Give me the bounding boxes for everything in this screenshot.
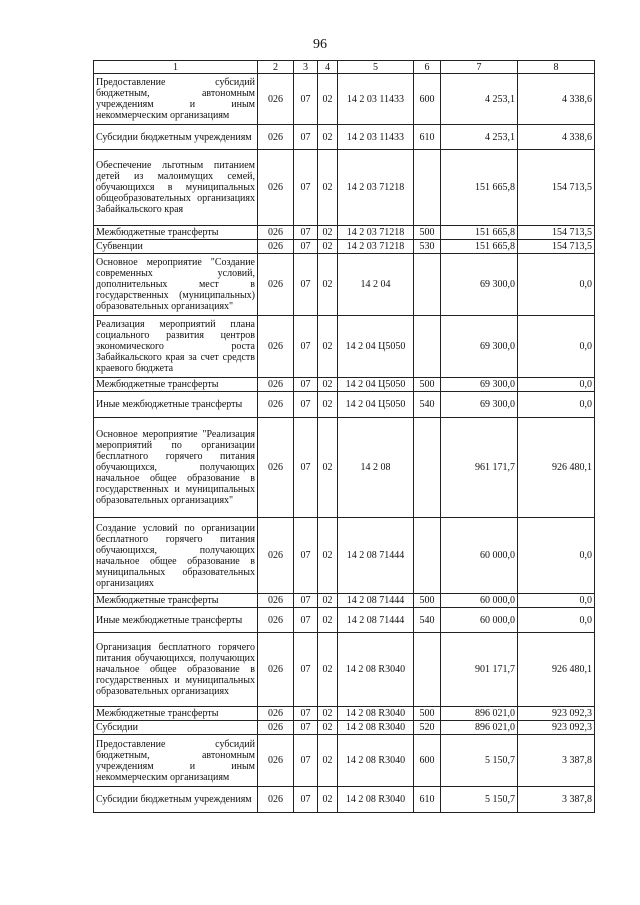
section-code: 07 <box>294 226 318 240</box>
target-article-code: 14 2 03 71218 <box>338 240 414 254</box>
section-code: 07 <box>294 594 318 608</box>
subsection-code: 02 <box>318 392 338 418</box>
expense-type-code <box>414 316 441 378</box>
expense-type-code: 610 <box>414 787 441 813</box>
expense-type-code: 540 <box>414 608 441 633</box>
section-code: 07 <box>294 240 318 254</box>
section-code: 07 <box>294 125 318 150</box>
row-name: Реализация мероприятий плана социального развития центров экономического роста Забайкальского края за счет средств краевого бюджета <box>94 316 258 378</box>
table-row <box>94 378 595 392</box>
target-article-code: 14 2 08 71444 <box>338 594 414 608</box>
expense-type-code <box>414 633 441 707</box>
subsection-code: 02 <box>318 787 338 813</box>
section-code: 07 <box>294 721 318 735</box>
subsection-code: 02 <box>318 594 338 608</box>
expense-type-code: 540 <box>414 392 441 418</box>
expense-type-code <box>414 150 441 226</box>
target-article-code: 14 2 04 Ц5050 <box>338 378 414 392</box>
amount-year-1: 896 021,0 <box>441 721 518 735</box>
target-article-code: 14 2 08 R3040 <box>338 707 414 721</box>
budget-table <box>93 60 595 813</box>
subsection-code: 02 <box>318 418 338 518</box>
expense-type-code: 600 <box>414 735 441 787</box>
target-article-code: 14 2 08 R3040 <box>338 721 414 735</box>
section-code: 07 <box>294 787 318 813</box>
expense-type-code: 500 <box>414 707 441 721</box>
ministry-code: 026 <box>258 633 294 707</box>
section-code: 07 <box>294 150 318 226</box>
target-article-code: 14 2 08 R3040 <box>338 787 414 813</box>
table-row <box>94 392 595 418</box>
amount-year-1: 69 300,0 <box>441 378 518 392</box>
column-number: 4 <box>318 61 338 74</box>
row-name: Обеспечение льготным питанием детей из малоимущих семей, обучающихся в муниципальных общеобразовательных организациях Забайкальского края <box>94 150 258 226</box>
amount-year-1: 60 000,0 <box>441 594 518 608</box>
amount-year-1: 69 300,0 <box>441 254 518 316</box>
target-article-code: 14 2 08 R3040 <box>338 633 414 707</box>
table-row <box>94 787 595 813</box>
row-name: Межбюджетные трансферты <box>94 378 258 392</box>
amount-year-2: 0,0 <box>518 594 595 608</box>
table-row <box>94 316 595 378</box>
target-article-code: 14 2 04 <box>338 254 414 316</box>
column-number: 3 <box>294 61 318 74</box>
expense-type-code: 520 <box>414 721 441 735</box>
ministry-code: 026 <box>258 316 294 378</box>
ministry-code: 026 <box>258 74 294 125</box>
amount-year-1: 961 171,7 <box>441 418 518 518</box>
section-code: 07 <box>294 74 318 125</box>
row-name: Субвенции <box>94 240 258 254</box>
amount-year-1: 69 300,0 <box>441 316 518 378</box>
table-row <box>94 707 595 721</box>
row-name: Межбюджетные трансферты <box>94 707 258 721</box>
amount-year-2: 3 387,8 <box>518 735 595 787</box>
expense-type-code: 500 <box>414 378 441 392</box>
ministry-code: 026 <box>258 721 294 735</box>
section-code: 07 <box>294 254 318 316</box>
subsection-code: 02 <box>318 633 338 707</box>
subsection-code: 02 <box>318 608 338 633</box>
table-row <box>94 518 595 594</box>
expense-type-code: 610 <box>414 125 441 150</box>
amount-year-2: 4 338,6 <box>518 125 595 150</box>
subsection-code: 02 <box>318 518 338 594</box>
column-number-row <box>94 61 595 74</box>
amount-year-2: 0,0 <box>518 316 595 378</box>
amount-year-2: 0,0 <box>518 378 595 392</box>
expense-type-code: 500 <box>414 226 441 240</box>
ministry-code: 026 <box>258 254 294 316</box>
ministry-code: 026 <box>258 707 294 721</box>
subsection-code: 02 <box>318 707 338 721</box>
target-article-code: 14 2 04 Ц5050 <box>338 316 414 378</box>
target-article-code: 14 2 08 <box>338 418 414 518</box>
row-name: Предоставление субсидий бюджетным, автономным учреждениям и иным некоммерческим организациям <box>94 74 258 125</box>
amount-year-2: 154 713,5 <box>518 150 595 226</box>
ministry-code: 026 <box>258 594 294 608</box>
amount-year-2: 0,0 <box>518 608 595 633</box>
subsection-code: 02 <box>318 735 338 787</box>
section-code: 07 <box>294 608 318 633</box>
amount-year-2: 0,0 <box>518 254 595 316</box>
section-code: 07 <box>294 633 318 707</box>
amount-year-2: 4 338,6 <box>518 74 595 125</box>
amount-year-1: 60 000,0 <box>441 518 518 594</box>
amount-year-1: 60 000,0 <box>441 608 518 633</box>
subsection-code: 02 <box>318 226 338 240</box>
expense-type-code <box>414 418 441 518</box>
amount-year-2: 923 092,3 <box>518 721 595 735</box>
ministry-code: 026 <box>258 787 294 813</box>
row-name: Организация бесплатного горячего питания обучающихся, получающих начальное общее образование в государственных и муниципальных образовательных организациях <box>94 633 258 707</box>
amount-year-1: 151 665,8 <box>441 226 518 240</box>
amount-year-2: 923 092,3 <box>518 707 595 721</box>
table-row <box>94 721 595 735</box>
section-code: 07 <box>294 418 318 518</box>
table-row <box>94 125 595 150</box>
column-number: 2 <box>258 61 294 74</box>
ministry-code: 026 <box>258 226 294 240</box>
ministry-code: 026 <box>258 418 294 518</box>
row-name: Иные межбюджетные трансферты <box>94 608 258 633</box>
row-name: Предоставление субсидий бюджетным, автономным учреждениям и иным некоммерческим организациям <box>94 735 258 787</box>
expense-type-code: 600 <box>414 74 441 125</box>
section-code: 07 <box>294 378 318 392</box>
ministry-code: 026 <box>258 518 294 594</box>
amount-year-1: 5 150,7 <box>441 735 518 787</box>
ministry-code: 026 <box>258 150 294 226</box>
row-name: Иные межбюджетные трансферты <box>94 392 258 418</box>
ministry-code: 026 <box>258 240 294 254</box>
subsection-code: 02 <box>318 125 338 150</box>
expense-type-code <box>414 254 441 316</box>
subsection-code: 02 <box>318 74 338 125</box>
row-name: Основное мероприятие "Создание современных условий, дополнительных мест в государственных (муниципальных) образовательных организациях" <box>94 254 258 316</box>
subsection-code: 02 <box>318 254 338 316</box>
section-code: 07 <box>294 316 318 378</box>
amount-year-1: 4 253,1 <box>441 125 518 150</box>
column-number: 6 <box>414 61 441 74</box>
row-name: Основное мероприятие "Реализация мероприятий по организации бесплатного горячего питания обучающихся, получающих начальное общее образование в государственных и муниципальных образовательных организациях" <box>94 418 258 518</box>
column-number: 5 <box>338 61 414 74</box>
target-article-code: 14 2 08 R3040 <box>338 735 414 787</box>
amount-year-2: 154 713,5 <box>518 226 595 240</box>
ministry-code: 026 <box>258 378 294 392</box>
subsection-code: 02 <box>318 378 338 392</box>
row-name: Межбюджетные трансферты <box>94 594 258 608</box>
amount-year-1: 151 665,8 <box>441 150 518 226</box>
ministry-code: 026 <box>258 125 294 150</box>
subsection-code: 02 <box>318 150 338 226</box>
section-code: 07 <box>294 392 318 418</box>
page-number: 96 <box>313 37 327 52</box>
expense-type-code <box>414 518 441 594</box>
table-row <box>94 735 595 787</box>
expense-type-code: 530 <box>414 240 441 254</box>
target-article-code: 14 2 03 71218 <box>338 226 414 240</box>
target-article-code: 14 2 03 11433 <box>338 74 414 125</box>
amount-year-2: 154 713,5 <box>518 240 595 254</box>
column-number: 8 <box>518 61 595 74</box>
row-name: Создание условий по организации бесплатного горячего питания обучающихся, получающих начальное общее образование в муниципальных образовательных организациях <box>94 518 258 594</box>
amount-year-1: 151 665,8 <box>441 240 518 254</box>
amount-year-2: 926 480,1 <box>518 633 595 707</box>
table-row <box>94 150 595 226</box>
ministry-code: 026 <box>258 392 294 418</box>
section-code: 07 <box>294 735 318 787</box>
column-number: 7 <box>441 61 518 74</box>
subsection-code: 02 <box>318 721 338 735</box>
subsection-code: 02 <box>318 316 338 378</box>
amount-year-1: 4 253,1 <box>441 74 518 125</box>
ministry-code: 026 <box>258 735 294 787</box>
section-code: 07 <box>294 518 318 594</box>
table-row <box>94 226 595 240</box>
table-row <box>94 608 595 633</box>
amount-year-2: 0,0 <box>518 518 595 594</box>
amount-year-1: 901 171,7 <box>441 633 518 707</box>
column-number: 1 <box>94 61 258 74</box>
ministry-code: 026 <box>258 608 294 633</box>
amount-year-1: 69 300,0 <box>441 392 518 418</box>
target-article-code: 14 2 08 71444 <box>338 608 414 633</box>
table-row <box>94 418 595 518</box>
amount-year-2: 0,0 <box>518 392 595 418</box>
subsection-code: 02 <box>318 240 338 254</box>
amount-year-1: 896 021,0 <box>441 707 518 721</box>
row-name: Субсидии <box>94 721 258 735</box>
target-article-code: 14 2 08 71444 <box>338 518 414 594</box>
table-row <box>94 633 595 707</box>
table-row <box>94 594 595 608</box>
target-article-code: 14 2 04 Ц5050 <box>338 392 414 418</box>
amount-year-1: 5 150,7 <box>441 787 518 813</box>
table-row <box>94 74 595 125</box>
target-article-code: 14 2 03 71218 <box>338 150 414 226</box>
row-name: Межбюджетные трансферты <box>94 226 258 240</box>
amount-year-2: 3 387,8 <box>518 787 595 813</box>
section-code: 07 <box>294 707 318 721</box>
amount-year-2: 926 480,1 <box>518 418 595 518</box>
expense-type-code: 500 <box>414 594 441 608</box>
table-row <box>94 254 595 316</box>
target-article-code: 14 2 03 11433 <box>338 125 414 150</box>
table-row <box>94 240 595 254</box>
row-name: Субсидии бюджетным учреждениям <box>94 787 258 813</box>
row-name: Субсидии бюджетным учреждениям <box>94 125 258 150</box>
